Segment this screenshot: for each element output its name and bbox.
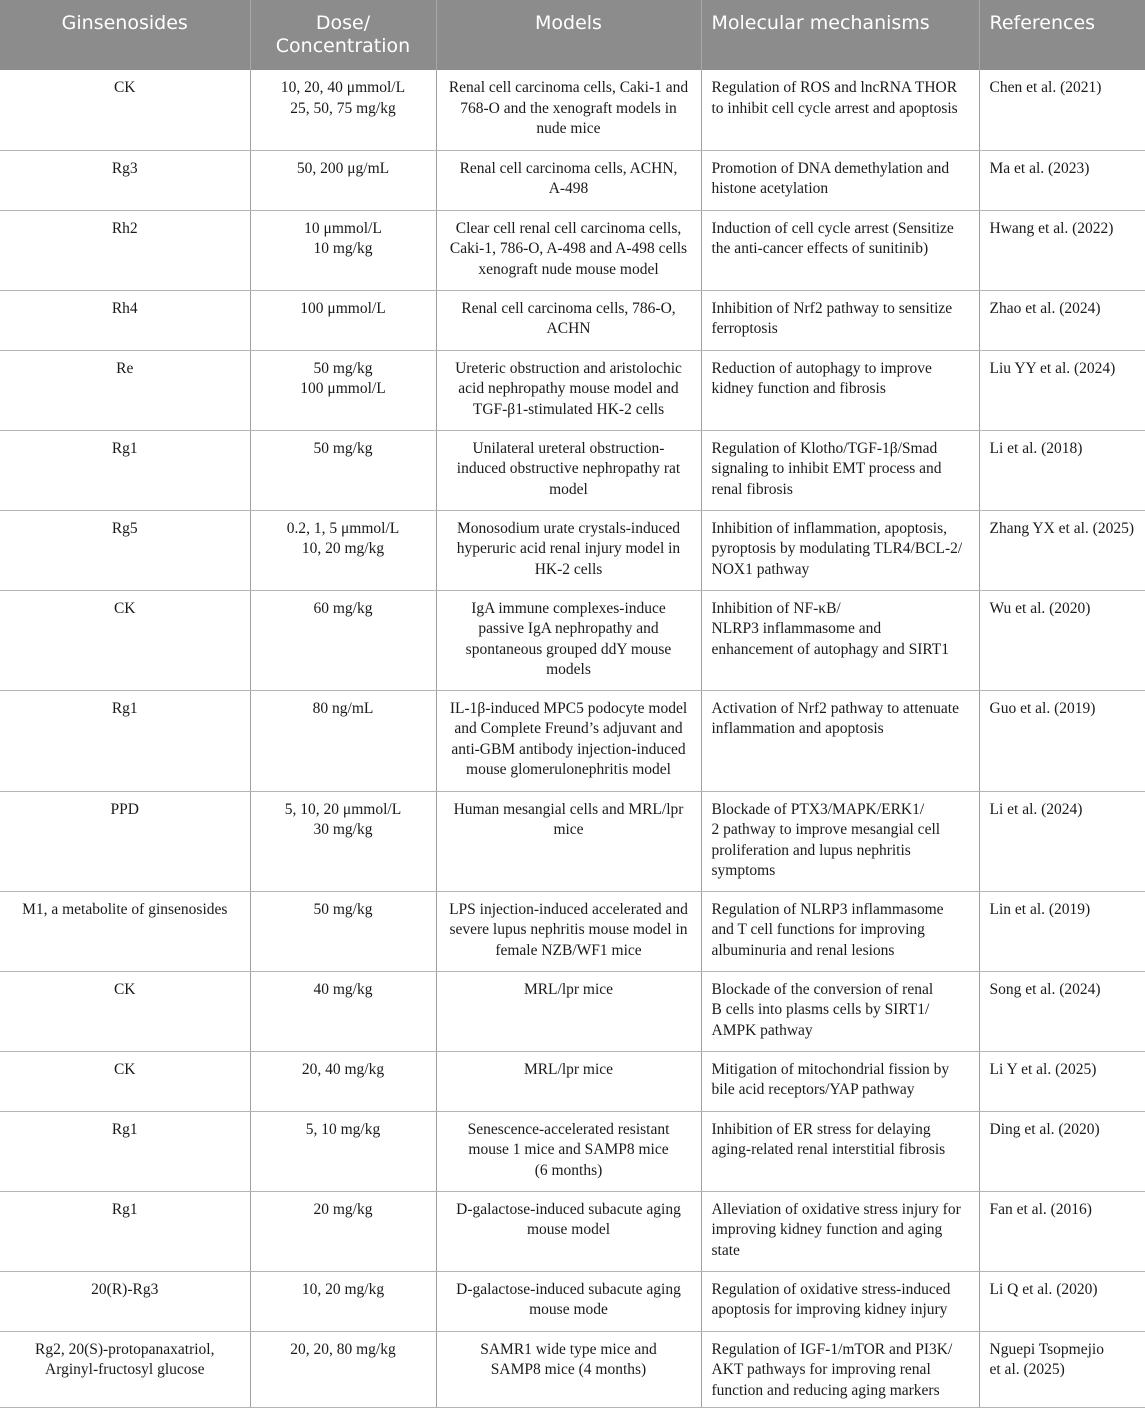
cell-model-line: female NZB/WF1 mice: [495, 941, 642, 959]
cell-ginsenoside: [0, 891, 250, 971]
cell-reference: [979, 891, 1145, 971]
cell-mechanism-line: Regulation of IGF-1/mTOR and PI3K/: [711, 1340, 953, 1358]
cell-mechanism-line: kidney function and fibrosis: [711, 380, 886, 397]
cell-model-line: D-galactose-induced subacute aging: [456, 1200, 681, 1218]
cell-mechanism-line: enhancement of autophagy and SIRT1: [711, 640, 950, 658]
table-row: [0, 690, 1145, 791]
cell-dose: [250, 590, 436, 690]
cell-reference-line: Zhang YX et al. (2025): [989, 519, 1134, 537]
cell-model-line: nude mice: [536, 120, 601, 137]
cell-model: [436, 430, 701, 510]
cell-ginsenoside: [0, 70, 250, 150]
cell-reference-line: Wu et al. (2020): [989, 599, 1091, 617]
cell-mechanism-line: histone acetylation: [711, 180, 829, 197]
cell-dose-line: 50 mg/kg: [313, 900, 373, 918]
cell-reference-line: Nguepi Tsopmejio: [989, 1340, 1104, 1358]
header-ginsenosides: Ginsenosides: [0, 0, 250, 70]
cell-model-line: SAMP8 mice (4 months): [490, 1361, 647, 1378]
cell-ginsenoside: [0, 1111, 250, 1191]
cell-model-line: severe lupus nephritis mouse model in: [449, 921, 688, 938]
cell-mechanism: [701, 350, 979, 430]
cell-mechanism-line: Inhibition of Nrf2 pathway to sensitize: [711, 299, 953, 317]
cell-dose-line: 50, 200 μg/mL: [296, 159, 390, 177]
cell-mechanism-line: Blockade of PTX3/MAPK/ERK1/: [711, 800, 925, 818]
cell-dose-line: 10, 20 mg/kg: [301, 540, 385, 557]
table-row: [0, 430, 1145, 510]
cell-ginsenoside: [0, 1331, 250, 1408]
cell-ginsenoside: [0, 690, 250, 791]
cell-dose-line: 50 mg/kg: [313, 359, 373, 377]
cell-model-line: Clear cell renal cell carcinoma cells,: [455, 219, 682, 237]
cell-mechanism-line: Reduction of autophagy to improve: [711, 359, 932, 377]
cell-dose: [250, 690, 436, 791]
cell-ginsenoside: [0, 510, 250, 590]
cell-ginsenoside-line: Rg1: [111, 1120, 138, 1138]
cell-ginsenoside: [0, 290, 250, 350]
cell-model-line: MRL/lpr mice: [523, 980, 614, 998]
cell-ginsenoside: [0, 210, 250, 290]
cell-mechanism: [701, 430, 979, 510]
cell-mechanism: [701, 590, 979, 690]
table-row: [0, 590, 1145, 690]
cell-reference: [979, 350, 1145, 430]
cell-mechanism-line: albuminuria and renal lesions: [711, 941, 895, 959]
table-row: [0, 70, 1145, 150]
cell-dose: [250, 70, 436, 150]
cell-mechanism-line: B cells into plasms cells by SIRT1/: [711, 1001, 930, 1018]
cell-model-line: xenograft nude mouse model: [478, 260, 659, 278]
cell-mechanism-line: Mitigation of mitochondrial fission by: [711, 1060, 950, 1078]
table-row: [0, 971, 1145, 1051]
cell-reference-line: et al. (2025): [989, 1361, 1065, 1378]
cell-reference: [979, 1331, 1145, 1408]
cell-reference: [979, 1271, 1145, 1331]
cell-dose: [250, 791, 436, 891]
cell-dose-line: 5, 10, 20 μmmol/L: [284, 800, 402, 818]
cell-ginsenoside-line: CK: [113, 1060, 136, 1078]
cell-model-line: Ureteric obstruction and aristolochic: [455, 359, 682, 377]
cell-model-line: Senescence-accelerated resistant: [467, 1120, 670, 1138]
cell-model-line: mouse 1 mice and SAMP8 mice: [468, 1141, 669, 1158]
cell-reference: [979, 210, 1145, 290]
cell-dose: [250, 1191, 436, 1271]
cell-dose: [250, 1111, 436, 1191]
cell-dose-line: 10, 20, 40 μmmol/L: [280, 79, 406, 96]
cell-dose-line: 80 ng/mL: [312, 699, 374, 717]
cell-ginsenoside-line: Rg1: [111, 439, 138, 457]
cell-mechanism-line: proliferation and lupus nephritis: [711, 841, 911, 859]
cell-reference-line: Song et al. (2024): [989, 980, 1101, 998]
cell-mechanism-line: AMPK pathway: [711, 1021, 813, 1039]
cell-model-line: hyperuric acid renal injury model in: [456, 540, 681, 557]
table-row: [0, 510, 1145, 590]
cell-ginsenoside-line: CK: [113, 980, 136, 998]
cell-mechanism-line: Induction of cell cycle arrest (Sensitize: [711, 219, 954, 237]
cell-model: [436, 70, 701, 150]
cell-mechanism-line: Inhibition of NF-κB/: [711, 599, 841, 617]
cell-model-line: SAMR1 wide type mice and: [480, 1340, 657, 1358]
cell-reference: [979, 290, 1145, 350]
cell-ginsenoside-line: Arginyl-fructosyl glucose: [45, 1361, 205, 1378]
cell-dose-line: 20, 20, 80 mg/kg: [290, 1340, 396, 1358]
cell-reference: [979, 510, 1145, 590]
cell-reference: [979, 1111, 1145, 1191]
cell-model-line: Renal cell carcinoma cells, Caki-1 and: [448, 79, 689, 96]
cell-ginsenoside: [0, 1051, 250, 1111]
cell-dose-line: 25, 50, 75 mg/kg: [290, 99, 396, 117]
cell-dose: [250, 971, 436, 1051]
cell-reference-line: Fan et al. (2016): [989, 1200, 1092, 1218]
cell-mechanism-line: improving kidney function and aging: [711, 1221, 943, 1238]
cell-model: [436, 350, 701, 430]
cell-model: [436, 1331, 701, 1408]
cell-ginsenoside: [0, 791, 250, 891]
cell-ginsenoside: [0, 590, 250, 690]
cell-dose-line: 100 μmmol/L: [300, 380, 386, 397]
cell-mechanism: [701, 510, 979, 590]
cell-model-line: model: [549, 480, 588, 498]
cell-mechanism-line: NLRP3 inflammasome and: [711, 620, 882, 637]
cell-mechanism: [701, 1111, 979, 1191]
cell-mechanism-line: aging-related renal interstitial fibrosis: [711, 1141, 946, 1158]
table-row: [0, 891, 1145, 971]
cell-mechanism: [701, 70, 979, 150]
cell-ginsenoside: [0, 1271, 250, 1331]
cell-mechanism-line: symptoms: [711, 862, 776, 879]
cell-model-line: (6 months): [534, 1161, 603, 1179]
cell-dose: [250, 150, 436, 210]
cell-mechanism: [701, 690, 979, 791]
cell-model: [436, 891, 701, 971]
cell-mechanism-line: renal fibrosis: [711, 480, 793, 498]
cell-reference: [979, 690, 1145, 791]
cell-mechanism-line: to inhibit cell cycle arrest and apoptosis: [711, 99, 958, 117]
cell-model-line: IL-1β-induced MPC5 podocyte model: [449, 699, 688, 717]
cell-mechanism: [701, 1051, 979, 1111]
table-row: [0, 210, 1145, 290]
cell-mechanism-line: Regulation of Klotho/TGF-1β/Smad: [711, 439, 938, 457]
cell-mechanism-line: and T cell functions for improving: [711, 921, 925, 938]
cell-mechanism-line: Blockade of the conversion of renal: [711, 980, 934, 998]
cell-reference-line: Liu YY et al. (2024): [989, 359, 1116, 377]
cell-model-line: 768-O and the xenograft models in: [460, 99, 677, 117]
cell-model-line: mice: [553, 821, 584, 838]
cell-dose-line: 0.2, 1, 5 μmmol/L: [286, 519, 400, 537]
cell-model-line: spontaneous grouped ddY mouse: [465, 640, 672, 658]
cell-mechanism-line: Regulation of NLRP3 inflammasome: [711, 900, 944, 918]
cell-dose: [250, 1271, 436, 1331]
cell-reference-line: Ding et al. (2020): [989, 1120, 1100, 1138]
cell-dose: [250, 510, 436, 590]
cell-mechanism-line: bile acid receptors/YAP pathway: [711, 1081, 915, 1098]
cell-reference-line: Li et al. (2024): [989, 800, 1083, 818]
table-row: [0, 791, 1145, 891]
cell-ginsenoside-line: CK: [113, 79, 136, 96]
cell-model-line: Human mesangial cells and MRL/lpr: [453, 800, 684, 818]
cell-reference-line: Chen et al. (2021): [989, 79, 1102, 96]
table-row: [0, 1111, 1145, 1191]
cell-reference-line: Lin et al. (2019): [989, 900, 1091, 918]
cell-ginsenoside-line: Rh2: [111, 219, 138, 237]
cell-reference: [979, 1051, 1145, 1111]
cell-ginsenoside-line: Rg5: [111, 519, 138, 537]
cell-dose: [250, 1051, 436, 1111]
cell-model-line: D-galactose-induced subacute aging: [456, 1280, 681, 1298]
cell-ginsenoside-line: PPD: [110, 800, 139, 818]
cell-dose: [250, 1331, 436, 1408]
cell-reference: [979, 150, 1145, 210]
cell-model: [436, 510, 701, 590]
cell-model-line: ACHN: [546, 320, 591, 337]
cell-mechanism-line: Regulation of oxidative stress-induced: [711, 1280, 951, 1298]
cell-ginsenoside-line: Rg1: [111, 699, 138, 717]
cell-dose: [250, 350, 436, 430]
cell-mechanism-line: ferroptosis: [711, 320, 778, 337]
cell-mechanism-line: Regulation of ROS and lncRNA THOR: [711, 79, 958, 96]
cell-model-line: LPS injection-induced accelerated and: [449, 900, 688, 918]
cell-ginsenoside-line: Rg3: [111, 159, 138, 177]
cell-model-line: mouse mode: [529, 1301, 608, 1318]
cell-mechanism-line: inflammation and apoptosis: [711, 720, 884, 737]
cell-ginsenoside-line: Rh4: [111, 299, 138, 317]
cell-dose-line: 20 mg/kg: [313, 1200, 373, 1218]
cell-dose-line: 10 μmmol/L: [304, 219, 382, 237]
cell-mechanism-line: the anti-cancer effects of sunitinib): [711, 240, 929, 257]
cell-reference: [979, 971, 1145, 1051]
header-models: Models: [436, 0, 701, 70]
cell-ginsenoside: [0, 350, 250, 430]
cell-model: [436, 791, 701, 891]
cell-model: [436, 1191, 701, 1271]
cell-model-line: passive IgA nephropathy and: [478, 620, 659, 637]
cell-mechanism-line: Alleviation of oxidative stress injury for: [711, 1200, 961, 1218]
cell-reference-line: Ma et al. (2023): [989, 159, 1090, 177]
cell-mechanism-line: NOX1 pathway: [711, 560, 810, 578]
cell-model-line: HK-2 cells: [534, 560, 603, 578]
cell-model-line: and Complete Freund’s adjuvant and: [454, 720, 683, 737]
cell-ginsenoside-line: Rg2, 20(S)-protopanaxatriol,: [34, 1340, 215, 1358]
cell-mechanism: [701, 1331, 979, 1408]
cell-model-line: TGF-β1-stimulated HK-2 cells: [472, 400, 665, 418]
cell-model: [436, 150, 701, 210]
cell-model: [436, 210, 701, 290]
cell-model: [436, 1271, 701, 1331]
cell-model: [436, 971, 701, 1051]
cell-dose-line: 10, 20 mg/kg: [301, 1280, 385, 1298]
cell-reference-line: Li Q et al. (2020): [989, 1280, 1098, 1298]
cell-dose-line: 50 mg/kg: [313, 439, 373, 457]
cell-model-line: Renal cell carcinoma cells, ACHN,: [459, 159, 678, 177]
cell-model-line: Renal cell carcinoma cells, 786-O,: [461, 299, 676, 317]
cell-mechanism-line: 2 pathway to improve mesangial cell: [711, 821, 941, 838]
cell-model: [436, 1051, 701, 1111]
cell-reference-line: Li et al. (2018): [989, 439, 1083, 457]
cell-mechanism-line: pyroptosis by modulating TLR4/BCL-2/: [711, 540, 963, 557]
cell-model: [436, 590, 701, 690]
cell-mechanism-line: AKT pathways for improving renal: [711, 1361, 931, 1378]
cell-dose: [250, 430, 436, 510]
header-references: References: [979, 0, 1145, 70]
cell-model-line: anti-GBM antibody injection-induced: [451, 740, 686, 758]
table-row: [0, 290, 1145, 350]
header-dose: [250, 0, 436, 70]
cell-model: [436, 690, 701, 791]
cell-mechanism: [701, 891, 979, 971]
header-dose-line: Concentration: [275, 35, 411, 57]
cell-reference: [979, 1191, 1145, 1271]
cell-mechanism: [701, 210, 979, 290]
cell-dose-line: 10 mg/kg: [313, 240, 373, 257]
cell-mechanism: [701, 791, 979, 891]
cell-ginsenoside-line: 20(R)-Rg3: [91, 1280, 159, 1298]
cell-model-line: models: [546, 661, 591, 678]
cell-dose-line: 5, 10 mg/kg: [305, 1120, 381, 1138]
cell-ginsenoside-line: Rg1: [111, 1200, 138, 1218]
cell-model: [436, 290, 701, 350]
cell-mechanism-line: Activation of Nrf2 pathway to attenuate: [711, 699, 959, 717]
cell-model-line: Unilateral ureteral obstruction-: [472, 439, 665, 457]
cell-mechanism-line: Inhibition of ER stress for delaying: [711, 1120, 931, 1138]
cell-mechanism: [701, 1191, 979, 1271]
table-row: [0, 1331, 1145, 1408]
cell-reference-line: Hwang et al. (2022): [989, 219, 1114, 237]
header-dose-line: Dose/: [315, 12, 371, 34]
cell-reference-line: Li Y et al. (2025): [989, 1060, 1097, 1078]
cell-mechanism: [701, 290, 979, 350]
cell-reference-line: Zhao et al. (2024): [989, 299, 1101, 317]
cell-dose: [250, 891, 436, 971]
table-row: [0, 150, 1145, 210]
cell-dose-line: 100 μmmol/L: [300, 299, 386, 317]
cell-dose-line: 20, 40 mg/kg: [301, 1060, 385, 1078]
table-body: [0, 70, 1145, 1408]
table-header: [0, 0, 1145, 70]
cell-model: [436, 1111, 701, 1191]
cell-model-line: A-498: [548, 180, 589, 197]
cell-ginsenoside: [0, 430, 250, 510]
cell-model-line: acid nephropathy mouse model and: [458, 380, 679, 397]
cell-dose: [250, 210, 436, 290]
cell-model-line: Caki-1, 786-O, A-498 and A-498 cells: [449, 240, 688, 257]
cell-model-line: induced obstructive nephropathy rat: [456, 460, 681, 477]
header-mechanisms: Molecular mechanisms: [701, 0, 979, 70]
cell-mechanism-line: signaling to inhibit EMT process and: [711, 460, 942, 477]
cell-dose-line: 60 mg/kg: [313, 599, 373, 617]
cell-model-line: IgA immune complexes-induce: [471, 599, 666, 617]
table-row: [0, 1051, 1145, 1111]
cell-mechanism-line: Promotion of DNA demethylation and: [711, 159, 950, 177]
cell-ginsenoside: [0, 150, 250, 210]
cell-reference-line: Guo et al. (2019): [989, 699, 1096, 717]
table-row: [0, 1191, 1145, 1271]
cell-ginsenoside-line: Re: [116, 359, 134, 377]
cell-mechanism: [701, 1271, 979, 1331]
cell-model-line: mouse model: [526, 1221, 611, 1238]
cell-ginsenoside-line: CK: [113, 599, 136, 617]
cell-reference: [979, 791, 1145, 891]
header-row: [0, 0, 1145, 70]
cell-reference: [979, 430, 1145, 510]
cell-model-line: mouse glomerulonephritis model: [466, 761, 671, 778]
cell-model-line: MRL/lpr mice: [523, 1060, 614, 1078]
cell-mechanism-line: function and reducing aging markers: [711, 1381, 940, 1399]
cell-ginsenoside: [0, 971, 250, 1051]
cell-dose-line: 40 mg/kg: [313, 980, 373, 998]
cell-mechanism: [701, 150, 979, 210]
cell-mechanism-line: Inhibition of inflammation, apoptosis,: [711, 519, 947, 537]
cell-model-line: Monosodium urate crystals-induced: [457, 519, 680, 537]
cell-ginsenoside: [0, 1191, 250, 1271]
cell-mechanism-line: state: [711, 1241, 740, 1259]
cell-mechanism: [701, 971, 979, 1051]
cell-mechanism-line: apoptosis for improving kidney injury: [711, 1301, 948, 1318]
cell-dose: [250, 290, 436, 350]
cell-reference: [979, 590, 1145, 690]
cell-ginsenoside-line: M1, a metabolite of ginsenosides: [22, 900, 228, 918]
table-row: [0, 1271, 1145, 1331]
cell-dose-line: 30 mg/kg: [313, 821, 373, 838]
table-row: [0, 350, 1145, 430]
cell-reference: [979, 70, 1145, 150]
